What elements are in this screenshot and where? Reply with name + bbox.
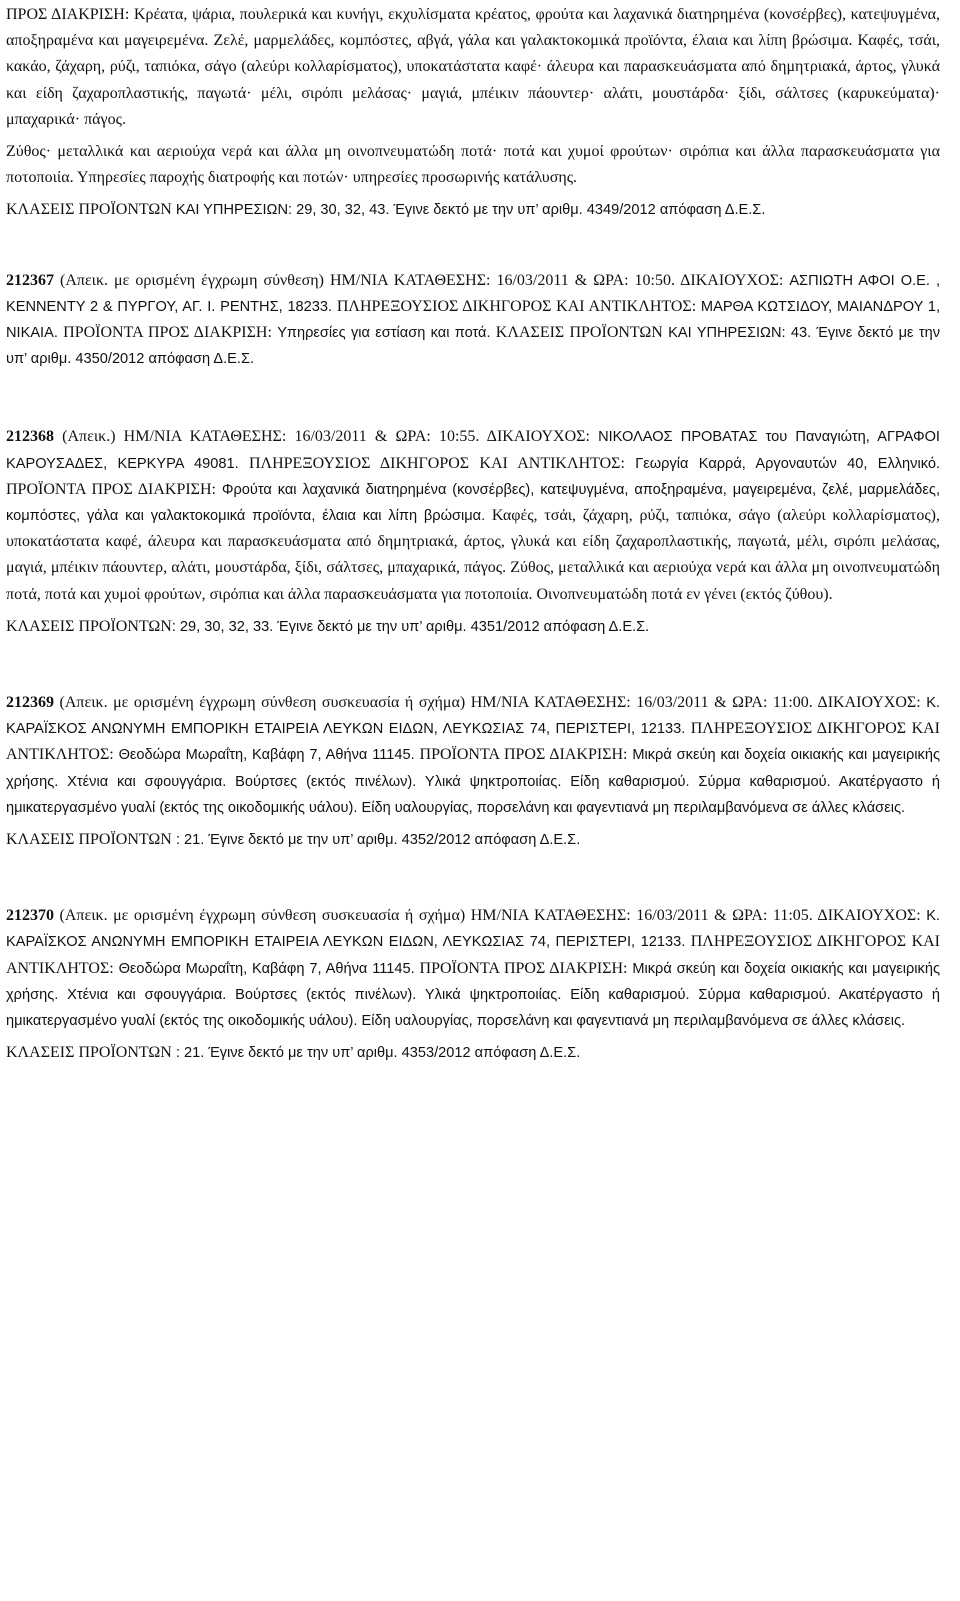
continuation-classes xyxy=(6,197,940,223)
classes-label: ΚΛΑΣΕΙΣ ΠΡΟΪΟΝΤΩΝ xyxy=(6,831,172,849)
entry-products-label: ΠΡΟΪΟΝΤΑ ΠΡΟΣ ΔΙΑΚΡΙΣΗ: xyxy=(414,959,633,977)
entry-number: 212370 xyxy=(6,907,54,925)
entry-products: Μικρά σκεύη και δοχεία οικιακής και μαγειρικής χρήσης. Χτένια και σφουγγάρια. Βούρτσες (εκτός πινέλων). Υλικά ψηκτροποιίας. Είδη καθαρισμού. Σύρμα καθαρισμού. Ακατέργαστο ή ημικατεργασμένο γυαλί (εκτός της οικοδομικής υάλου). Είδη υαλουργίας, πορσελάνη και φαγεντιανά μη περιλαμβανόμενα σε άλλες κλάσεις. xyxy=(6,747,940,816)
entry-attorney-label: ΠΛΗΡΕΞΟΥΣΙΟΣ ΔΙΚΗΓΟΡΟΣ ΚΑΙ ΑΝΤΙΚΛΗΤΟΣ: xyxy=(238,454,636,472)
entry-number: 212367 xyxy=(6,271,54,289)
entry-filing: (Απεικ. με ορισμένη έγχρωμη σύνθεση) ΗΜ/ΝΙΑ ΚΑΤΑΘΕΣΗΣ: 16/03/2011 & ΩΡΑ: 10:50. ΔΙΚΑΙΟΥΧΟΣ: xyxy=(54,271,790,289)
entry-products: Υπηρεσίες για εστίαση και ποτά. xyxy=(277,325,491,342)
classes-decision: : 21. Έγινε δεκτό με την υπ’ αριθμ. 4352/2012 απόφαση Δ.Ε.Σ. xyxy=(171,832,581,849)
entry-attorney-label: ΠΛΗΡΕΞΟΥΣΙΟΣ ΔΙΚΗΓΟΡΟΣ ΚΑΙ ΑΝΤΙΚΛΗΤΟΣ: xyxy=(6,933,941,977)
entry-owner: ΑΣΠΙΩΤΗ ΑΦΟΙ Ο.Ε. , ΚΕΝΝΕΝΤΥ 2 & ΠΥΡΓΟΥ, ΑΓ. Ι. ΡΕΝΤΗΣ, 18233. xyxy=(6,272,941,315)
entry-attorney-label: ΠΛΗΡΕΞΟΥΣΙΟΣ ΔΙΚΗΓΟΡΟΣ ΚΑΙ ΑΝΤΙΚΛΗΤΟΣ: xyxy=(332,297,701,315)
continuation-products-text-2: Καφές, τσάι, κακάο, ζάχαρη, ρύζι, ταπιόκα, σάγο (αλεύρι κολλαρίσματος), υποκατάστατα καφέ· άλευρα και παρασκευάσματα από δημητριακά, άρτος, γλυκά και είδη ζαχαροπλαστικής, παγωτά· μέλι, σιρόπι μελάσας· μαγιά, μπέικιν πάουντερ· αλάτι, μουστάρδα· ξίδι, σάλτσες (καρυκεύματα)· μπαχαρικά· πάγος. xyxy=(6,32,941,128)
entry-number: 212369 xyxy=(6,694,54,712)
entry-owner: Κ. ΚΑΡΑΪΣΚΟΣ ΑΝΩΝΥΜΗ ΕΜΠΟΡΙΚΗ ΕΤΑΙΡΕΙΑ ΛΕΥΚΩΝ ΕΙΔΩΝ, ΛΕΥΚΩΣΙΑΣ 74, ΠΕΡΙΣΤΕΡΙ, 12133. xyxy=(6,695,940,738)
entry-attorney: Θεοδώρα Μωραΐτη, Καβάφη 7, Αθήνα 11145. xyxy=(118,960,415,977)
entry-number: 212368 xyxy=(6,428,54,446)
trademark-entry xyxy=(6,268,940,373)
trademark-entry xyxy=(6,424,940,607)
entry-products-label: ΠΡΟΪΟΝΤΑ ΠΡΟΣ ΔΙΑΚΡΙΣΗ: xyxy=(414,746,633,764)
entry-filing: (Απεικ. με ορισμένη έγχρωμη σύνθεση συσκευασία ή σχήμα) ΗΜ/ΝΙΑ ΚΑΤΑΘΕΣΗΣ: 16/03/2011 & ΩΡΑ: 11:05. ΔΙΚΑΙΟΥΧΟΣ: xyxy=(54,907,927,925)
entry-classes-line xyxy=(6,614,940,640)
continuation-drinks: Ζύθος· μεταλλικά και αεριούχα νερά και άλλα μη οινοπνευματώδη ποτά· ποτά και χυμοί φρούτων· σιρόπια και άλλα παρασκευάσματα για ποτοποιία. Υπηρεσίες παροχής διατροφής και ποτών· υπηρεσίες προσωρινής κατάλυσης. xyxy=(6,143,940,187)
entry-attorney-label: ΠΛΗΡΕΞΟΥΣΙΟΣ ΔΙΚΗΓΟΡΟΣ ΚΑΙ ΑΝΤΙΚΛΗΤΟΣ: xyxy=(6,720,941,764)
classes-label: ΚΛΑΣΕΙΣ ΠΡΟΪΟΝΤΩΝ xyxy=(6,201,172,219)
entry-classes-line xyxy=(6,827,940,853)
entry-products: Φρούτα και λαχανικά διατηρημένα (κονσέρβες), κατεψυγμένα, αποξηραμένα, μαγειρεμένα, ζελέ, μαρμελάδες, κομπόστες, γάλα και γαλακτοκομικά προϊόντα, έλαια και λίπη βρώσιμα. xyxy=(6,481,941,525)
continuation-products xyxy=(6,2,940,133)
classes-decision: : 21. Έγινε δεκτό με την υπ’ αριθμ. 4353/2012 απόφαση Δ.Ε.Σ. xyxy=(171,1045,581,1062)
entry-attorney: ΜΑΡΘΑ ΚΩΤΣΙΔΟΥ, ΜΑΙΑΝΔΡΟΥ 1, ΝΙΚΑΙΑ. xyxy=(6,298,941,342)
entry-attorney: Θεοδώρα Μωραΐτη, Καβάφη 7, Αθήνα 11145. xyxy=(118,747,415,764)
entry-owner: ΝΙΚΟΛΑΟΣ ΠΡΟΒΑΤΑΣ του Παναγιώτη, ΑΓΡΑΦΟΙ ΚΑΡΟΥΣΑΔΕΣ, ΚΕΡΚΥΡΑ 49081. xyxy=(6,429,940,472)
classes-decision: ΚΑΙ ΥΠΗΡΕΣΙΩΝ: 29, 30, 32, 43. Έγινε δεκτό με την υπ’ αριθμ. 4349/2012 απόφαση Δ.Ε.Σ. xyxy=(171,202,766,219)
trademark-entry xyxy=(6,903,940,1034)
continuation-products-text: ΠΡΟΣ ΔΙΑΚΡΙΣΗ: Κρέατα, ψάρια, πουλερικά και κυνήγι, εκχυλίσματα κρέατος, φρούτα και λαχανικά διατηρημένα (κονσέρβες), κατεψυγμένα, αποξηραμένα και μαγειρεμένα. Ζελέ, μαρμελάδες, κομπόστες, αβγά, γάλα και γαλακτοκομικά προϊόντα, έλαια και λίπη βρώσιμα. xyxy=(6,6,940,50)
entry-products-label: ΠΡΟΪΟΝΤΑ ΠΡΟΣ ΔΙΑΚΡΙΣΗ: xyxy=(57,324,278,342)
entry-classes-label: ΚΛΑΣΕΙΣ ΠΡΟΪΟΝΤΩΝ xyxy=(490,324,663,342)
entry-products: Μικρά σκεύη και δοχεία οικιακής και μαγειρικής χρήσης. Χτένια και σφουγγάρια. Βούρτσες (εκτός πινέλων). Υλικά ψηκτροποιίας. Είδη καθαρισμού. Σύρμα καθαρισμού. Ακατέργαστο ή ημικατεργασμένο γυαλί (εκτός της οικοδομικής υάλου). Είδη υαλουργίας, πορσελάνη και φαγεντιανά μη περιλαμβανόμενα σε άλλες κλάσεις. xyxy=(6,960,940,1030)
classes-label: ΚΛΑΣΕΙΣ ΠΡΟΪΟΝΤΩΝ xyxy=(6,617,172,635)
entry-filing: (Απεικ. με ορισμένη έγχρωμη σύνθεση συσκευασία ή σχήμα) ΗΜ/ΝΙΑ ΚΑΤΑΘΕΣΗΣ: 16/03/2011 & ΩΡΑ: 11:00. ΔΙΚΑΙΟΥΧΟΣ: xyxy=(54,694,927,712)
entry-filing: (Απεικ.) ΗΜ/ΝΙΑ ΚΑΤΑΘΕΣΗΣ: 16/03/2011 & ΩΡΑ: 10:55. ΔΙΚΑΙΟΥΧΟΣ: xyxy=(54,428,599,446)
entry-classes: ΚΑΙ ΥΠΗΡΕΣΙΩΝ: 43. Έγινε δεκτό με την υπ’ αριθμ. 4350/2012 απόφαση Δ.Ε.Σ. xyxy=(6,325,941,368)
classes-label: ΚΛΑΣΕΙΣ ΠΡΟΪΟΝΤΩΝ xyxy=(6,1044,172,1062)
entry-classes-line xyxy=(6,1040,940,1066)
trademark-entry xyxy=(6,690,940,821)
entry-owner: Κ. ΚΑΡΑΪΣΚΟΣ ΑΝΩΝΥΜΗ ΕΜΠΟΡΙΚΗ ΕΤΑΙΡΕΙΑ ΛΕΥΚΩΝ ΕΙΔΩΝ, ΛΕΥΚΩΣΙΑΣ 74, ΠΕΡΙΣΤΕΡΙ, 12133. xyxy=(6,908,940,951)
classes-decision: : 29, 30, 32, 33. Έγινε δεκτό με την υπ’ αριθμ. 4351/2012 απόφαση Δ.Ε.Σ. xyxy=(171,618,650,635)
entry-products-label: ΠΡΟΪΟΝΤΑ ΠΡΟΣ ΔΙΑΚΡΙΣΗ: xyxy=(6,480,222,498)
entry-products-more: Καφές, τσάι, ζάχαρη, ρύζι, ταπιόκα, σάγο (αλεύρι κολλαρίσματος), υποκατάστατα καφέ, άλευρα και παρασκευάσματα από δημητριακά, άρτος, γλυκά και είδη ζαχαροπλαστικής, παγωτά, μέλι, σιρόπι μελάσας, μαγιά, μπέικιν πάουντερ, αλάτι, μουστάρδα, ξίδι, σάλτσες, μπαχαρικά, πάγος. Ζύθος, μεταλλικά και αεριούχα νερά και άλλα μη οινοπνευματώδη ποτά, ποτά και χυμοί φρούτων, σιρόπια και άλλα παρασκευάσματα για ποτοποιία. Οινοπνευματώδη ποτά εν γένει (εκτός ζύθου). xyxy=(6,507,940,603)
document-page xyxy=(6,2,940,1067)
entry-attorney: Γεωργία Καρρά, Αργοναυτών 40, Ελληνικό. xyxy=(635,455,940,472)
